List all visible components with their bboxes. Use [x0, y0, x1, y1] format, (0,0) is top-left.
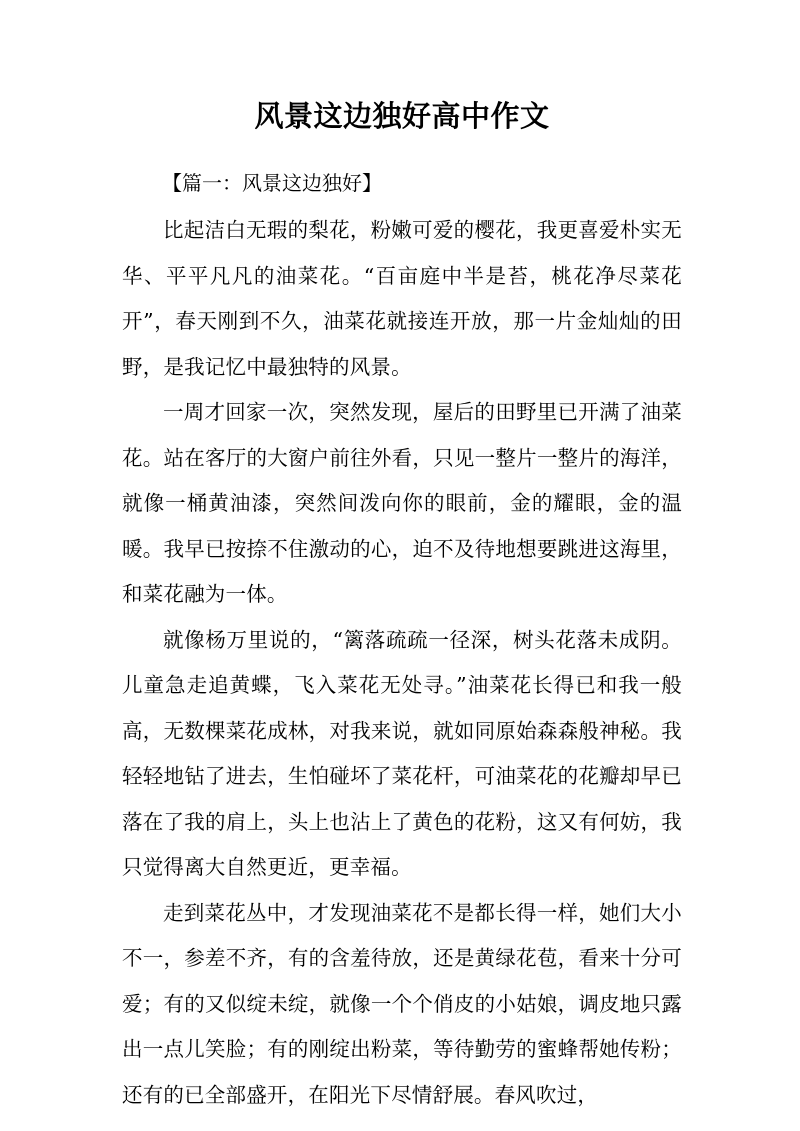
paragraph-4: 走到菜花丛中，才发现油菜花不是都长得一样，她们大小不一，参差不齐，有的含羞待放，还是黄绿花苞，看来十分可爱；有的又似绽未绽，就像一个个俏皮的小姑娘，调皮地只露出一点儿笑脸；有的刚绽出粉菜，等待勤劳的蜜蜂帮她传粉；还有的已全部盛开，在阳光下尽情舒展。春风吹过， — [122, 900, 682, 1107]
paragraph-3: 就像杨万里说的，“篱落疏疏一径深，树头花落未成阴。儿童急走追黄蝶，飞入菜花无处寻。”油菜花长得已和我一般高，无数棵菜花成林，对我来说，就如同原始森森般神秘。我轻轻地钻了进去，生怕碰坏了菜花杆，可油菜花的花瓣却早已落在了我的肩上，头上也沾上了黄色的花粉，这又有何妨，我只觉得离大自然更近，更幸福。 — [122, 627, 682, 879]
document-title: 风景这边独好高中作文 — [254, 99, 550, 133]
paragraph-1: 比起洁白无瑕的梨花，粉嫩可爱的樱花，我更喜爱朴实无华、平平凡凡的油菜花。“百亩庭中半是苔，桃花净尽菜花开”，春天刚到不久，油菜花就接连开放，那一片金灿灿的田野，是我记忆中最独特的风景。 — [122, 218, 682, 379]
paragraph-2: 一周才回家一次，突然发现，屋后的田野里已开满了油菜花。站在客厅的大窗户前往外看，只见一整片一整片的海洋，就像一桶黄油漆，突然间泼向你的眼前，金的耀眼，金的温暖。我早已按捺不住激动的心，迫不及待地想要跳进这海里，和菜花融为一体。 — [122, 400, 682, 606]
section-heading: 【篇一：风景这边独好】 — [162, 171, 382, 195]
